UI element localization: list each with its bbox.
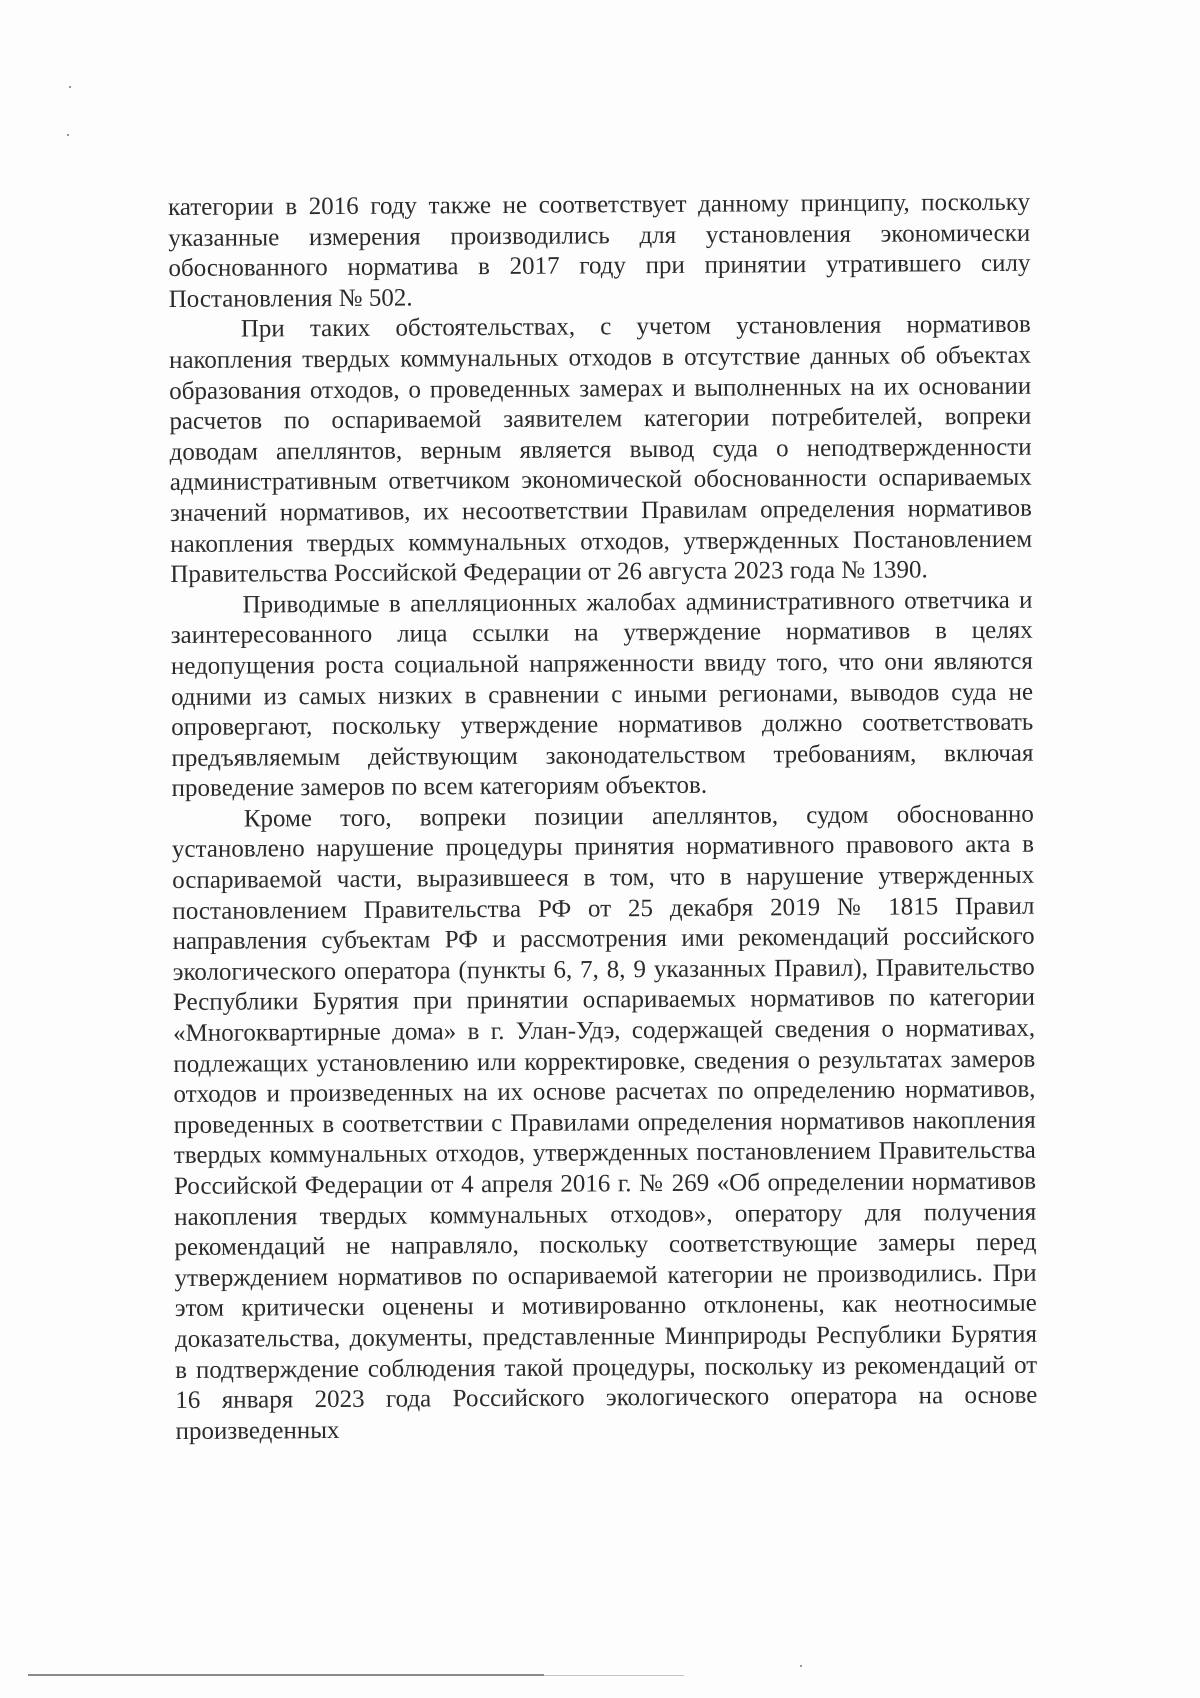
scan-edge-line	[28, 1674, 544, 1676]
scan-speck	[69, 86, 71, 88]
paragraph-2: При таких обстоятельствах, с учетом установления нормативов накопления твердых коммунальных отходов в отсутствие данных об объектах образования отходов, о проведенных замерах и выполненных на их основании расчетов по оспариваемой заявителем категории потребителей, вопреки доводам апеллянтов, верным является вывод суда о неподтвержденности административным ответчиком экономической обоснованности оспариваемых значений нормативов, их несоответствии Правилам определения нормативов накопления твердых коммунальных отходов, утвержденных Постановлением Правительства Российской Федерации от 26 августа 2023 года № 1390.	[168, 311, 1033, 589]
paragraph-1: категории в 2016 году также не соответствует данному принципу, поскольку указанные измерения производились для установления экономически обоснованного норматива в 2017 году при принятии утратившего силу Постановления № 502.	[168, 188, 1031, 313]
scan-speck	[67, 134, 69, 136]
paragraph-3: Приводимые в апелляционных жалобах административного ответчика и заинтересованного лица ссылки на утверждение нормативов в целях недопущения роста социальной напряженности ввиду того, что они являются одними из самых низких в сравнении с иными регионами, выводов суда не опровергают, поскольку утверждение нормативов должно соответствовать предъявляемым действующим законодательством требованиям, включая проведение замеров по всем категориям объектов.	[170, 586, 1034, 803]
document-body	[168, 188, 1038, 1448]
scan-speck	[800, 1665, 802, 1667]
paragraph-4: Кроме того, вопреки позиции апеллянтов, судом обоснованно установлено нарушение процедуры принятия нормативного правового акта в оспариваемой части, выразившееся в том, что в нарушение утвержденных постановлением Правительства РФ от 25 декабря 2019 № 1815 Правил направления субъектам РФ и рассмотрения ими рекомендаций российского экологического оператора (пункты 6, 7, 8, 9 указанных Правил), Правительство Республики Бурятия при принятии оспариваемых нормативов по категории «Многоквартирные дома» в г. Улан-Удэ, содержащей сведения о нормативах, подлежащих установлению или корректировке, сведения о результатах замеров отходов и произведенных на их основе расчетах по определению нормативов, проведенных в соответствии с Правилами определения нормативов накопления твердых коммунальных отходов, утвержденных постановлением Правительства Российской Федерации от 4 апреля 2016 г. № 269 «Об определении нормативов накопления твердых коммунальных отходов», оператору для получения рекомендаций не направляло, поскольку соответствующие замеры перед утверждением нормативов по оспариваемой категории не производились. При этом критически оценены и мотивированно отклонены, как неотносимые доказательства, документы, представленные Минприроды Республики Бурятия в подтверждение соблюдения такой процедуры, поскольку из рекомендаций от 16 января 2023 года Российского экологического оператора на основе произведенных	[171, 800, 1038, 1445]
scan-edge-line-faint	[544, 1675, 684, 1676]
